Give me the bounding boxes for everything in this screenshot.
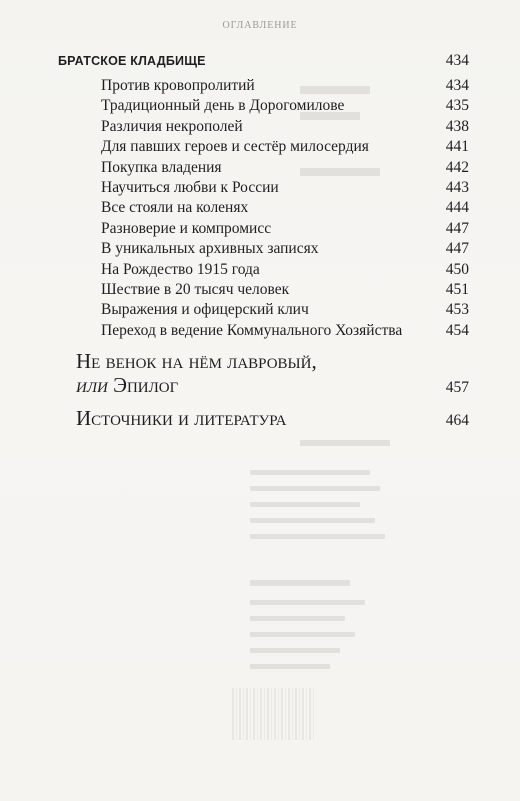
toc-entry-title: Разноверие и компромисс — [101, 219, 272, 237]
toc-entry[interactable] — [101, 219, 469, 239]
toc-entry-title: Все стояли на коленях — [101, 199, 249, 217]
toc-entry-title: Традиционный день в Дорогомилове — [101, 97, 345, 115]
toc-entry[interactable] — [101, 239, 469, 259]
toc-entry-title: Переход в ведение Коммунального Хозяйства — [101, 321, 403, 339]
toc-entry-title: Научиться любви к России — [101, 178, 279, 196]
toc-entry-page: 450 — [445, 260, 469, 278]
bleed-through-mark — [250, 518, 375, 523]
bleed-through-mark — [250, 648, 340, 653]
toc-entry-page: 443 — [445, 178, 469, 196]
epilog-title-italic: или — [76, 373, 108, 397]
bleed-through-mark — [250, 486, 380, 491]
toc-entry-page: 434 — [445, 77, 469, 94]
toc-entry[interactable] — [101, 117, 469, 137]
toc-entry-page: 444 — [445, 199, 469, 217]
toc-entry-title: Различия некрополей — [101, 117, 243, 135]
bleed-through-mark — [250, 664, 330, 669]
toc-entry-page: 447 — [445, 219, 469, 237]
bleed-through-barcode — [232, 688, 316, 740]
toc-entry-title: Против кровопролитий — [101, 77, 255, 94]
toc-entry[interactable] — [101, 260, 469, 280]
toc-entry-page: 447 — [445, 240, 469, 258]
epilog-title-line2 — [76, 373, 178, 397]
toc-entry-page: 454 — [445, 321, 469, 339]
toc-entry-page: 438 — [445, 117, 469, 135]
toc-entry-page: 435 — [445, 97, 469, 115]
toc-entry-title: Покупка владения — [101, 158, 222, 176]
toc-entries — [101, 76, 469, 341]
toc-entry[interactable] — [101, 198, 469, 218]
section-title: БРАТСКОЕ КЛАДБИЩЕ — [58, 54, 206, 68]
bleed-through-mark — [300, 440, 390, 446]
section-page-number: 434 — [445, 52, 469, 69]
toc-entry-page: 441 — [445, 138, 469, 156]
toc-part-epilog[interactable] — [76, 349, 469, 400]
toc-entry[interactable] — [101, 280, 469, 300]
toc-entry-title: На Рождество 1915 года — [101, 260, 260, 278]
toc-entry[interactable] — [101, 321, 469, 341]
toc-entry-title: Выражения и офицерский клич — [101, 301, 309, 319]
epilog-page-number: 457 — [445, 379, 469, 396]
bleed-through-mark — [250, 616, 345, 621]
toc-entry-title: Для павших героев и сестёр милосердия — [101, 138, 369, 156]
bleed-through-mark — [250, 502, 360, 507]
toc-entry-page: 442 — [445, 158, 469, 176]
epilog-title-line1: Не венок на нём лавровый, — [76, 349, 317, 373]
bleed-through-mark — [250, 534, 385, 539]
toc-entry[interactable] — [101, 300, 469, 320]
toc-entry[interactable] — [101, 137, 469, 157]
sources-page-number: 464 — [445, 412, 469, 429]
toc-part-sources[interactable] — [76, 406, 469, 433]
toc-entry-page: 451 — [445, 280, 469, 298]
bleed-through-mark — [250, 470, 370, 475]
sources-title: Источники и литература — [76, 406, 287, 430]
toc-entry[interactable] — [101, 178, 469, 198]
toc-entry-page: 453 — [445, 301, 469, 319]
bleed-through-mark — [250, 600, 365, 605]
toc-entry-title: Шествие в 20 тысяч человек — [101, 280, 290, 298]
bleed-through-mark — [250, 580, 350, 586]
toc-entry[interactable] — [101, 158, 469, 178]
toc-entry[interactable] — [101, 96, 469, 116]
page-header: ОГЛАВЛЕНИЕ — [222, 20, 298, 31]
bleed-through-mark — [250, 632, 355, 637]
toc-entry[interactable] — [101, 76, 469, 96]
toc-entry-title: В уникальных архивных записях — [101, 240, 319, 258]
epilog-title-rest: Эпилог — [107, 373, 179, 397]
